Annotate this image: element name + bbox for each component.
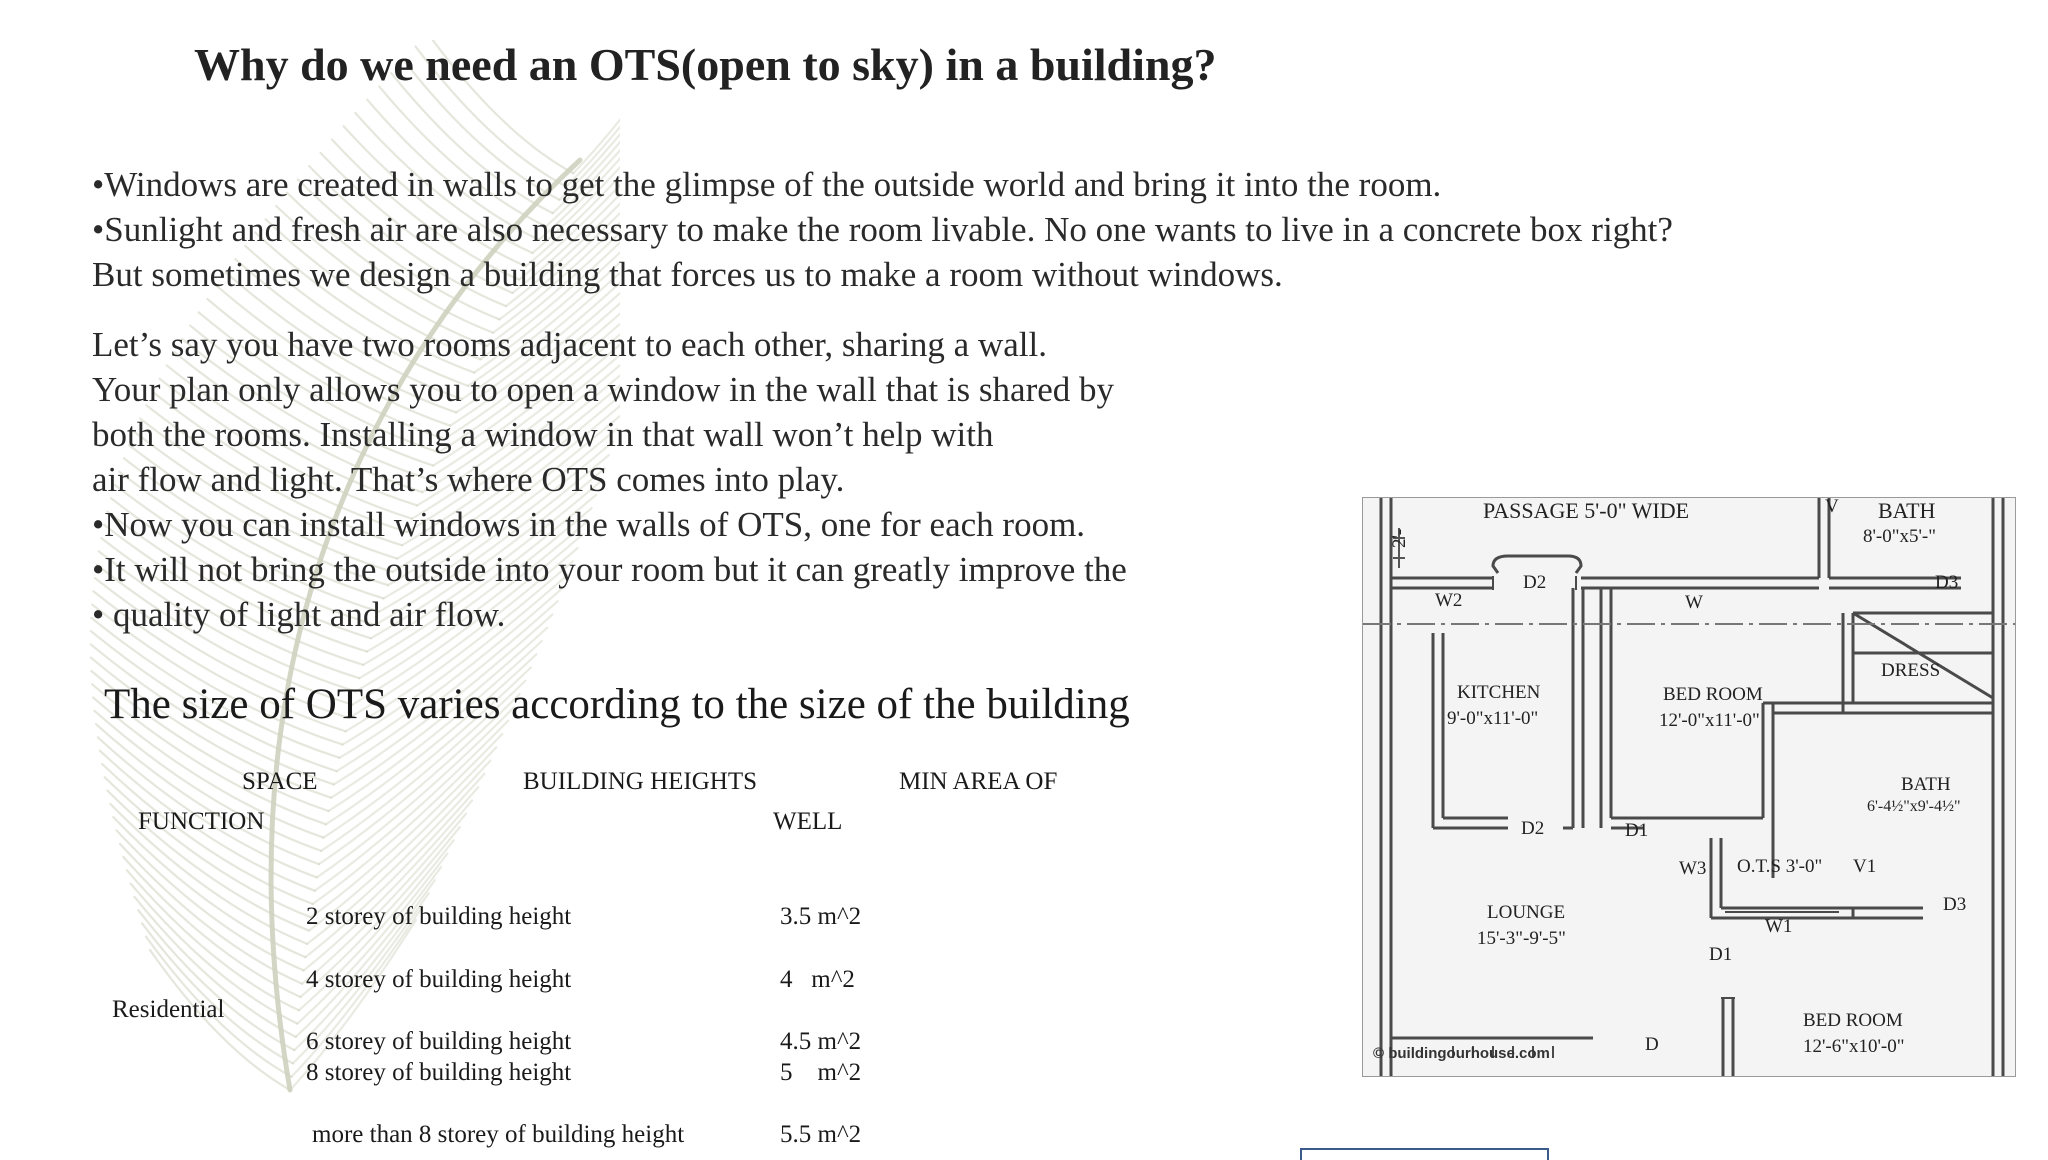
row-height: 2 storey of building height xyxy=(306,903,572,930)
label-bath-2: BATH xyxy=(1901,774,1951,795)
header-function: FUNCTION xyxy=(138,808,265,835)
category-residential: Residential xyxy=(112,996,225,1023)
label-d3-top: D3 xyxy=(1935,572,1959,593)
label-w: W xyxy=(1685,592,1703,613)
label-d3-mid: D3 xyxy=(1943,894,1967,915)
row-area: 5.5 m^2 xyxy=(780,1121,862,1148)
label-dress: DRESS xyxy=(1881,660,1941,681)
row-area: 4 m^2 xyxy=(780,966,855,993)
label-v-top: V xyxy=(1825,496,1839,517)
label-lounge: LOUNGE xyxy=(1487,902,1566,923)
label-bath-2-dim: 6'-4½"x9'-4½" xyxy=(1867,798,1961,815)
row-area: 4.5 m^2 xyxy=(780,1028,862,1055)
label-d1-mid: D1 xyxy=(1625,820,1649,841)
row-height: 6 storey of building height xyxy=(306,1028,572,1055)
row-area: 3.5 m^2 xyxy=(780,903,862,930)
intro-paragraph xyxy=(92,162,1673,297)
label-w1: W1 xyxy=(1765,916,1793,937)
explanation-line: •Now you can install windows in the walls of OTS, one for each room. xyxy=(92,505,1086,544)
label-d2-mid: D2 xyxy=(1521,818,1545,839)
label-d-low: D xyxy=(1645,1034,1659,1055)
explanation-line: •It will not bring the outside into your room but it can greatly improve the xyxy=(92,550,1127,589)
section-subheading: The size of OTS varies according to the size of the building xyxy=(104,681,1130,728)
row-area: 5 m^2 xyxy=(780,1059,862,1086)
explanation-line: both the rooms. Installing a window in that wall won’t help with xyxy=(92,415,994,454)
label-bedroom-1: BED ROOM xyxy=(1663,684,1763,705)
header-building-heights: BUILDING HEIGHTS xyxy=(523,768,757,795)
explanation-paragraph xyxy=(92,322,1127,637)
label-bedroom-2: BED ROOM xyxy=(1803,1010,1903,1031)
label-kitchen-dim: 9'-0"x11'-0" xyxy=(1447,708,1539,729)
bottom-frame-edge xyxy=(1300,1148,1549,1160)
label-bath-top: BATH xyxy=(1878,498,1936,523)
watermark: © buildingourhouse.com xyxy=(1373,1045,1550,1062)
label-lounge-dim: 15'-3"-9'-5" xyxy=(1477,928,1566,949)
explanation-line: • quality of light and air flow. xyxy=(92,595,506,634)
intro-line: •Sunlight and fresh air are also necessary to make the room livable. No one wants to live in a concrete box right? xyxy=(92,210,1673,249)
header-space: SPACE xyxy=(242,768,318,795)
row-height: 8 storey of building height xyxy=(306,1059,572,1086)
label-w2: W2 xyxy=(1435,590,1463,611)
label-w3: W3 xyxy=(1679,858,1707,879)
label-dim-left: 2'- xyxy=(1389,528,1410,548)
intro-line: •Windows are created in walls to get the glimpse of the outside world and bring it into the room. xyxy=(92,165,1442,204)
label-ots: O.T.S 3'-0" xyxy=(1737,856,1823,877)
intro-line: But sometimes we design a building that forces us to make a room without windows. xyxy=(92,255,1283,294)
label-passage: PASSAGE 5'-0" WIDE xyxy=(1483,498,1690,523)
label-bath-top-dim: 8'-0"x5'-" xyxy=(1863,526,1937,547)
page-title: Why do we need an OTS(open to sky) in a building? xyxy=(194,39,1217,90)
label-v1: V1 xyxy=(1853,856,1877,877)
explanation-line: air flow and light. That’s where OTS comes into play. xyxy=(92,460,845,499)
explanation-line: Your plan only allows you to open a window in the wall that is shared by xyxy=(92,370,1115,409)
row-height: 4 storey of building height xyxy=(306,966,572,993)
header-well: WELL xyxy=(773,808,843,835)
explanation-line: Let’s say you have two rooms adjacent to each other, sharing a wall. xyxy=(92,325,1047,364)
label-d1-low: D1 xyxy=(1709,944,1733,965)
label-d2-top: D2 xyxy=(1523,572,1547,593)
row-height: more than 8 storey of building height xyxy=(312,1121,685,1148)
header-min-area: MIN AREA OF xyxy=(899,768,1058,795)
label-bedroom-1-dim: 12'-0"x11'-0" xyxy=(1659,710,1760,731)
floor-plan-image xyxy=(1362,497,2016,1077)
label-kitchen: KITCHEN xyxy=(1457,682,1541,703)
label-bedroom-2-dim: 12'-6"x10'-0" xyxy=(1803,1036,1905,1057)
